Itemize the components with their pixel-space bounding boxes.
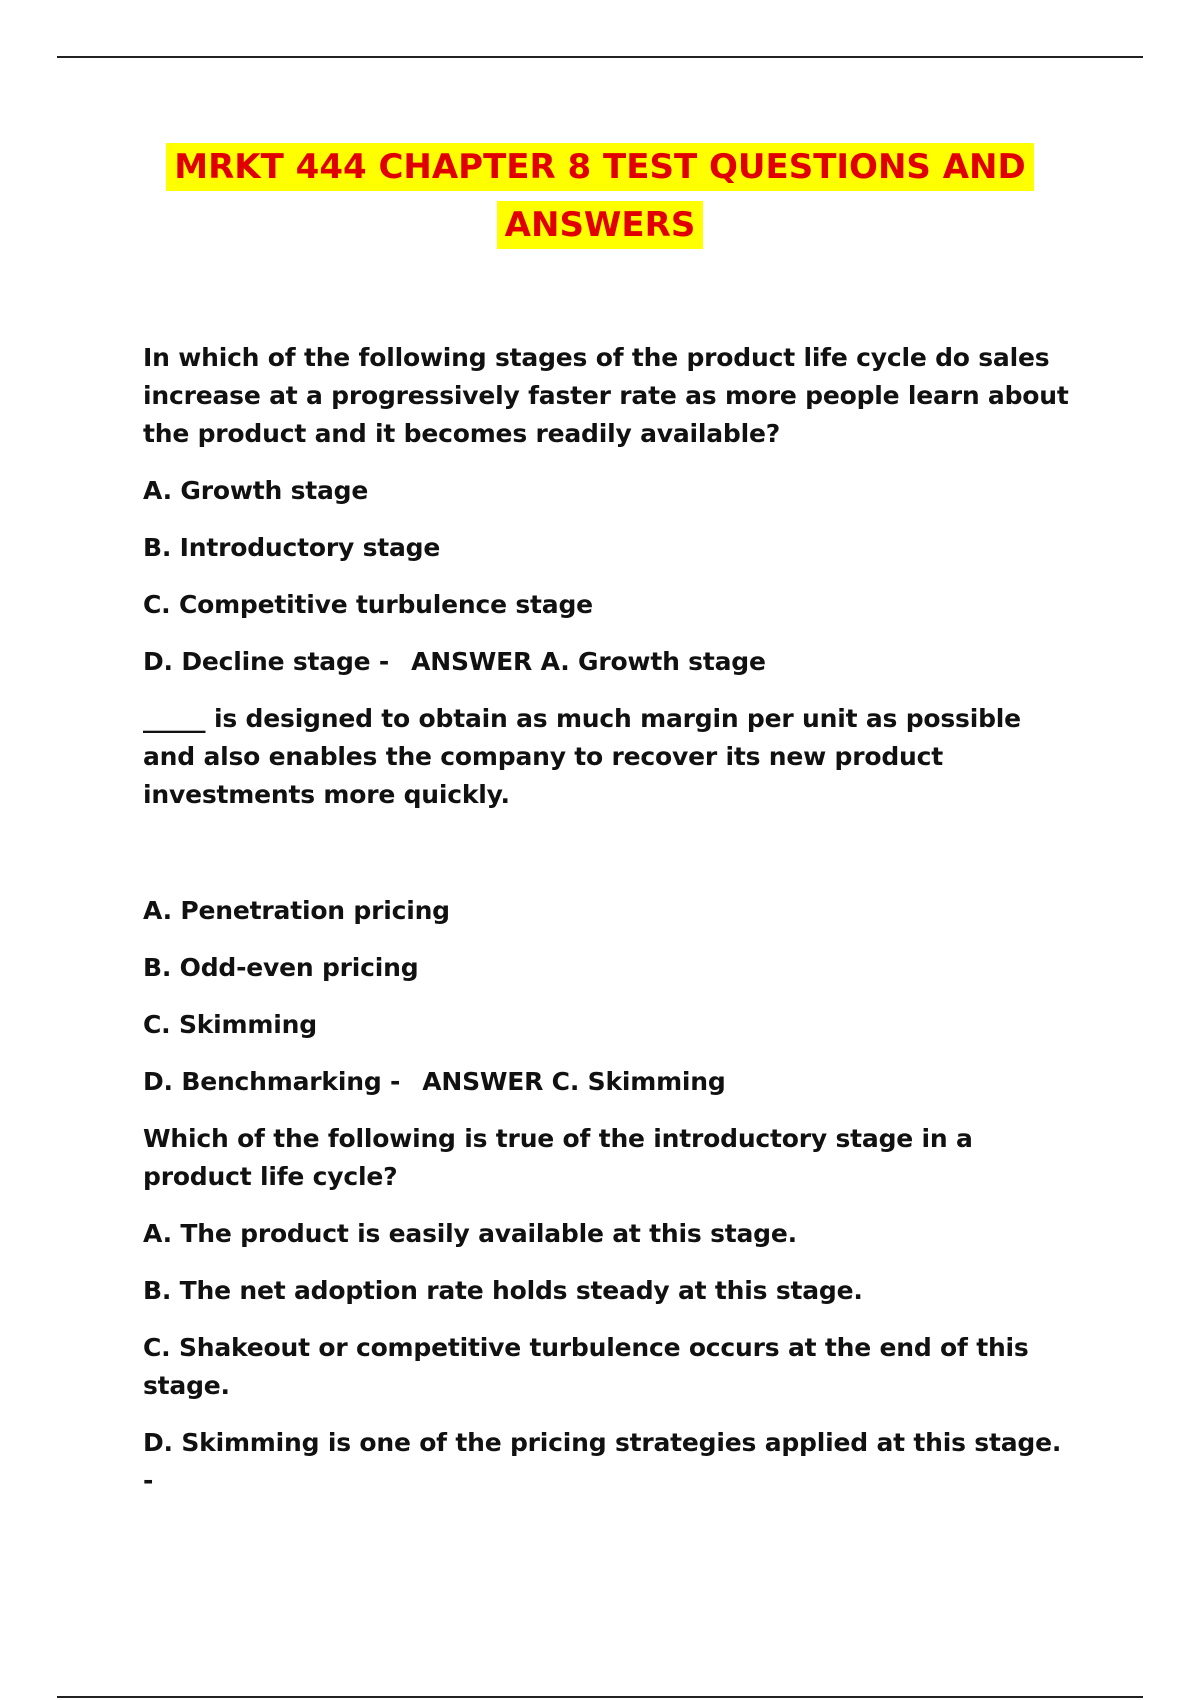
question-1-option-b: B. Introductory stage <box>143 533 441 562</box>
document-title <box>0 143 1200 249</box>
question-1-text: In which of the following stages of the product life cycle do sales increase at a progressively faster rate as more people learn about the product and it becomes readily available? <box>143 343 1069 448</box>
question-1-answer: ANSWER A. Growth stage <box>411 647 766 676</box>
question-2-option-d-text: D. Benchmarking - <box>143 1067 401 1096</box>
question-2-option-a: A. Penetration pricing <box>143 896 450 925</box>
question-2-option-d <box>143 1063 1078 1101</box>
question-2-body: is designed to obtain as much margin per unit as possible and also enables the company to recover its new product investments more quickly. <box>143 704 1021 809</box>
question-3-option-d: D. Skimming is one of the pricing strategies applied at this stage. - <box>143 1428 1062 1495</box>
title-line-1: MRKT 444 CHAPTER 8 TEST QUESTIONS AND <box>166 143 1033 191</box>
title-line-2: ANSWERS <box>497 201 704 249</box>
question-2-option-c: C. Skimming <box>143 1010 317 1039</box>
question-2-blank: _____ <box>143 704 206 733</box>
question-2-text <box>143 700 1078 814</box>
bottom-rule <box>57 1696 1143 1698</box>
question-1-option-d-text: D. Decline stage - <box>143 647 390 676</box>
question-3-option-a: A. The product is easily available at this stage. <box>143 1219 797 1248</box>
question-3-option-c: C. Shakeout or competitive turbulence occurs at the end of this stage. <box>143 1333 1029 1400</box>
question-3-text: Which of the following is true of the introductory stage in a product life cycle? <box>143 1124 973 1191</box>
question-1-option-d <box>143 643 1078 681</box>
question-1-option-a: A. Growth stage <box>143 476 369 505</box>
question-list <box>143 339 1078 1500</box>
question-2-answer: ANSWER C. Skimming <box>422 1067 726 1096</box>
question-1-option-c: C. Competitive turbulence stage <box>143 590 593 619</box>
top-rule <box>57 56 1143 58</box>
question-3-option-b: B. The net adoption rate holds steady at this stage. <box>143 1276 863 1305</box>
question-2-option-b: B. Odd-even pricing <box>143 953 419 982</box>
